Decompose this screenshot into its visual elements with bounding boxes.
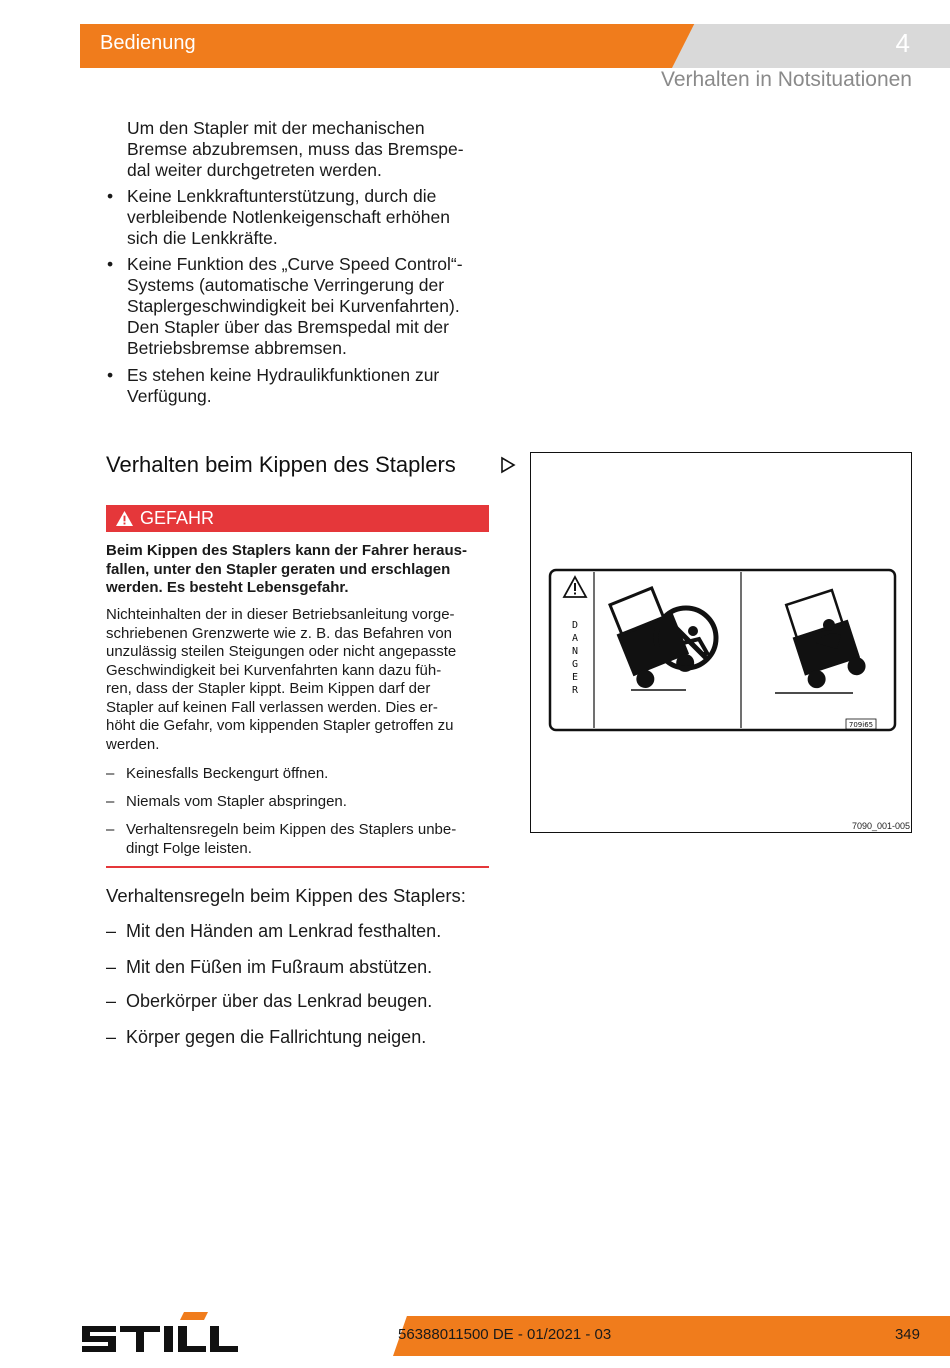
danger-item [106,821,489,858]
rule-item [106,957,489,978]
text-line: Staplergeschwindigkeit bei Kurvenfahrten). [127,296,460,316]
danger-letter: G [571,659,579,670]
danger-letter: A [571,633,579,644]
tipping-forklift-prohibited-icon [605,584,716,692]
chapter-subtitle: Verhalten in Notsituationen [660,68,912,91]
dash-icon: – [106,1027,117,1047]
text-line: Um den Stapler mit der mechanischen [127,118,425,138]
text-line: Oberkörper über das Lenkrad beugen. [126,991,433,1011]
section-title: Verhalten beim Kippen des Staplers [106,452,456,477]
dash-icon: – [106,921,117,941]
bullet-icon: • [107,254,114,274]
warning-label-figure [530,452,912,833]
danger-letter: D [571,620,579,631]
text-line: Mit den Händen am Lenkrad festhalten. [126,921,442,941]
text-line: Keine Funktion des „Curve Speed Control“- [127,254,463,274]
danger-item [106,793,489,812]
text-line: Keinesfalls Beckengurt öffnen. [126,765,329,782]
text-line: Verhaltensregeln beim Kippen des Staplers unbe- [126,821,457,838]
text-line: Es stehen keine Hydraulikfunktionen zur [127,365,440,385]
bullet-item [107,186,487,249]
text-line: ren, dass der Stapler kippt. Beim Kippen darf der [106,680,431,697]
text-line: Systems (automatische Verringerung der [127,275,445,295]
footer-document-id: 56388011500 DE - 01/2021 - 03 [398,1326,612,1343]
danger-divider [106,866,489,868]
danger-vertical-text [572,620,579,696]
rule-item [106,921,489,942]
text-line: werden. [106,735,160,753]
danger-body [106,606,489,754]
chapter-number: 4 [895,28,910,58]
text-line: Körper gegen die Fallrichtung neigen. [126,1027,427,1047]
dash-icon: – [106,957,117,977]
danger-lead [106,542,489,598]
danger-letter: E [571,672,579,683]
rule-item [106,1027,489,1048]
text-line: unzulässig steilen Steigungen oder nicht angepasste [106,643,457,660]
danger-item [106,765,489,784]
dash-icon: – [106,793,115,810]
warning-triangle-icon [115,510,134,527]
text-line: Stapler auf keinen Fall verlassen werden. Dies er- [106,698,438,716]
text-line: werden. Es besteht Lebensgefahr. [106,579,349,596]
bullet-item [107,254,487,359]
label-code: 709i65 [848,721,874,729]
text-line: Den Stapler über das Bremspedal mit der [127,317,449,337]
text-line: sich die Lenkkräfte. [127,228,278,248]
rule-item [106,991,489,1012]
dash-icon: – [106,821,115,838]
danger-letter: N [571,646,579,657]
text-line: Betriebsbremse abbremsen. [127,338,347,358]
text-line: Verfügung. [127,386,212,406]
intro-paragraph [127,118,487,181]
text-line: verbleibende Notlenkeigenschaft erhöhen [127,207,451,227]
bullet-icon: • [107,186,114,206]
rules-title: Verhaltensregeln beim Kippen des Staplers: [106,885,466,906]
text-line: Keine Lenkkraftunterstützung, durch die [127,186,437,206]
text-line: Bremse abzubremsen, muss das Bremspe- [127,139,464,159]
danger-banner [106,505,489,532]
text-line: Niemals vom Stapler abspringen. [126,793,347,810]
warning-label-illustration [531,453,910,831]
footer-page-number: 349 [894,1326,920,1343]
still-logo [80,1312,238,1358]
text-line: Beim Kippen des Staplers kann der Fahrer heraus- [106,542,467,559]
text-line: schriebenen Grenzwerte wie z. B. das Befahren von [106,624,453,642]
text-line: Nichteinhalten der in dieser Betriebsanleitung vorge- [106,606,455,623]
bullet-item [107,365,487,407]
text-line: fallen, unter den Stapler geraten und erschlagen [106,560,451,578]
continue-arrow-icon [500,456,516,474]
text-line: höht die Gefahr, vom kippenden Stapler getroffen zu [106,717,454,734]
header-section-title: Bedienung [100,32,196,54]
tipping-forklift-correct-icon [775,587,868,693]
text-line: dingt Folge leisten. [126,839,252,857]
dash-icon: – [106,765,115,782]
dash-icon: – [106,991,117,1011]
text-line: Geschwindigkeit bei Kurvenfahrten kann dazu füh- [106,661,442,679]
text-line: dal weiter durchgetreten werden. [127,160,382,180]
bullet-icon: • [107,365,114,385]
text-line: Mit den Füßen im Fußraum abstützen. [126,957,433,977]
figure-code: 7090_001-005 [851,821,910,831]
danger-label: GEFAHR [140,508,215,528]
danger-letter: R [571,685,579,696]
